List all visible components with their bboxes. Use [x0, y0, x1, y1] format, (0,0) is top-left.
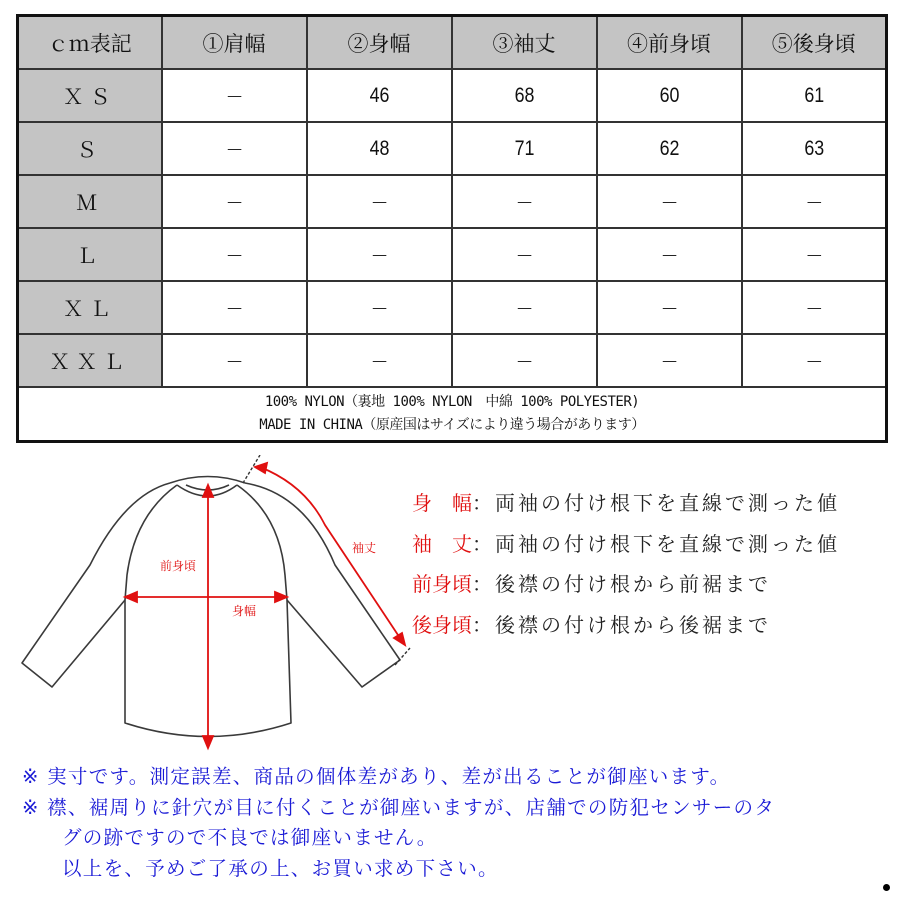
garment-diagram	[15, 455, 435, 755]
bullet-dot-icon	[883, 884, 890, 891]
legend-term: 袖 丈	[412, 531, 472, 556]
table-cell: 61	[752, 69, 875, 122]
note-line: 以上を、予めご了承の上、お買い求め下さい。	[62, 856, 499, 880]
table-cell: －	[462, 175, 585, 228]
table-cell: －	[172, 334, 295, 387]
disclaimer-notes	[22, 762, 775, 884]
legend-term: 前身頃	[412, 572, 472, 596]
header-front-length: ④前身頃	[597, 16, 742, 70]
table-cell: －	[752, 228, 875, 281]
table-cell: 60	[607, 69, 730, 122]
garment-outline	[22, 477, 400, 737]
legend-term: 後身頃	[412, 612, 472, 637]
arrow-down-icon	[203, 736, 213, 748]
table-cell: －	[462, 334, 585, 387]
table-row	[18, 281, 887, 334]
note-line: ※ 実寸です。測定誤差、商品の個体差があり、差が出ることが御座います。	[22, 765, 731, 788]
header-cm-label: ｃｍ表記	[18, 16, 162, 70]
note-line: ※ 襟、裾周りに針穴が目に付くことが御座いますが、店舗での防犯センサーのタ	[22, 795, 776, 819]
table-row	[18, 228, 887, 281]
size-label: Ｍ	[18, 175, 162, 228]
legend-term: 身 幅	[412, 491, 472, 515]
legend-item-back-length	[412, 609, 840, 650]
table-cell: 46	[317, 69, 440, 122]
table-cell: －	[607, 228, 730, 281]
legend-desc: ：後襟の付け根から前裾まで	[472, 572, 771, 596]
table-cell: －	[462, 228, 585, 281]
header-back-length: ⑤後身頃	[742, 16, 887, 70]
table-cell: －	[317, 334, 440, 387]
table-header-row	[18, 16, 887, 70]
table-row	[18, 69, 887, 122]
size-label: ＸＬ	[18, 281, 162, 334]
size-label: ＸＸＬ	[18, 334, 162, 387]
legend-desc: ：両袖の付け根下を直線で測った値	[472, 491, 840, 515]
header-body-width: ②身幅	[307, 16, 452, 70]
table-row	[18, 334, 887, 387]
label-front-length: 前身頃	[160, 559, 197, 573]
label-body-width: 身幅	[232, 604, 257, 618]
table-cell: －	[752, 334, 875, 387]
arrow-left-icon	[125, 592, 137, 602]
table-cell: 68	[462, 69, 585, 122]
table-cell: 62	[607, 122, 730, 175]
table-cell: －	[752, 281, 875, 334]
header-shoulder-width: ①肩幅	[162, 16, 307, 70]
table-cell: 48	[317, 122, 440, 175]
table-cell: －	[607, 175, 730, 228]
table-row	[18, 175, 887, 228]
table-cell: 71	[462, 122, 585, 175]
arrow-up-icon	[203, 485, 213, 497]
arrow-right-icon	[275, 592, 287, 602]
arrow-end-icon	[394, 633, 405, 645]
guide-dashes	[243, 455, 410, 665]
table-cell: －	[172, 69, 295, 122]
table-cell: －	[462, 281, 585, 334]
origin-line: MADE IN CHINA（原産国はサイズにより違う場合があります）	[259, 417, 645, 433]
table-cell: －	[607, 281, 730, 334]
material-info	[18, 387, 887, 442]
arrow-start-icon	[255, 463, 267, 473]
table-cell: －	[172, 122, 295, 175]
table-cell: －	[317, 175, 440, 228]
table-cell: －	[607, 334, 730, 387]
measurement-legend	[412, 487, 840, 649]
legend-desc: ：両袖の付け根下を直線で測った値	[472, 531, 840, 556]
header-sleeve-length: ③袖丈	[452, 16, 597, 70]
legend-item-front-length	[412, 568, 840, 609]
label-sleeve-length: 袖丈	[352, 541, 377, 555]
table-row	[18, 122, 887, 175]
table-cell: －	[172, 175, 295, 228]
material-row	[18, 387, 887, 442]
table-cell: 63	[752, 122, 875, 175]
note-line: グの跡ですので不良では御座いません。	[62, 826, 438, 849]
table-cell: －	[317, 281, 440, 334]
table-cell: －	[172, 228, 295, 281]
size-label: ＸＳ	[18, 69, 162, 122]
legend-item-body-width	[412, 487, 840, 528]
size-chart-table	[16, 14, 888, 443]
legend-item-sleeve-length	[412, 528, 840, 569]
legend-desc: ：後襟の付け根から後裾まで	[472, 612, 771, 637]
material-line: 100% NYLON（裏地 100% NYLON 中綿 100% POLYESTER)	[264, 394, 640, 410]
size-label: Ｓ	[18, 122, 162, 175]
table-cell: －	[317, 228, 440, 281]
table-cell: －	[752, 175, 875, 228]
table-cell: －	[172, 281, 295, 334]
size-label: Ｌ	[18, 228, 162, 281]
